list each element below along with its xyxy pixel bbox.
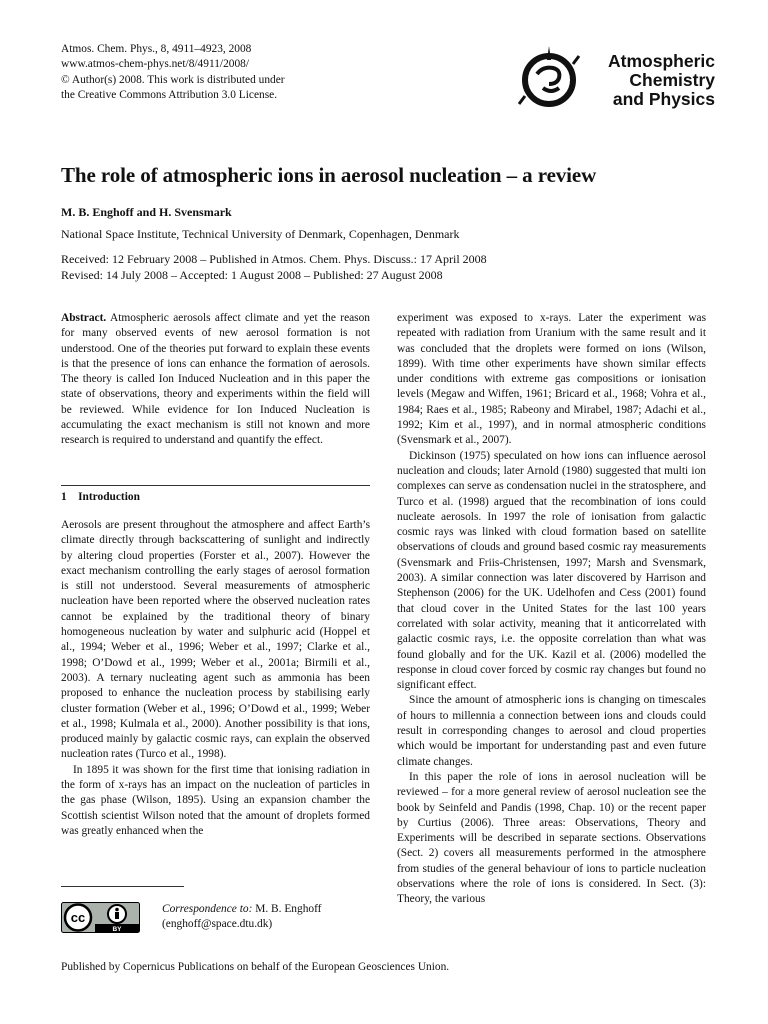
correspondence-name: M. B. Enghoff — [255, 903, 322, 915]
dates-revised: Revised: 14 July 2008 – Accepted: 1 August 2008 – Published: 27 August 2008 — [61, 268, 443, 282]
intro-paragraph-2: In 1895 it was shown for the first time that ionising radiation in the form of x-rays has an impact on the nucleation of particles in the gas phase (Wilson, 1895). Using an expansion chamber the Scottish scientist Wilson noted that the amount of droplets formed was greatly enhanced when the — [61, 763, 370, 837]
citation-license: the Creative Commons Attribution 3.0 License. — [61, 88, 278, 101]
author-affiliation: National Space Institute, Technical University of Denmark, Copenhagen, Denmark — [61, 227, 460, 241]
dates-received: Received: 12 February 2008 – Published in Atmos. Chem. Phys. Discuss.: 17 April 2008 — [61, 252, 487, 266]
paper-authors: M. B. Enghoff and H. Svensmark — [61, 205, 232, 219]
abstract-label: Abstract. — [61, 312, 107, 324]
correspondence-note — [162, 902, 321, 933]
citation-copyright: © Author(s) 2008. This work is distributed under — [61, 73, 285, 86]
cc-badge-text: cc — [70, 910, 86, 925]
journal-logo — [515, 40, 715, 122]
citation-volume: Atmos. Chem. Phys., 8, 4911–4923, 2008 — [61, 43, 252, 55]
citation-url[interactable]: www.atmos-chem-phys.net/8/4911/2008/ — [61, 58, 250, 71]
abstract-divider — [61, 485, 370, 486]
abstract-text: Atmospheric aerosols affect climate and yet the reason for many observed events of new aerosol formation is not understood. One of the theories put forward to explain these events is that the presence of ions can enhance the formation of aerosols. The theory is called Ion Induced Nucleation and in this paper the state of observations, theory and experiments within the field will be reviewed. While evidence for Ion Induced Nucleation is accumulating the exact mechanism is still not known and more research is required to understand and quantify the effect. — [61, 312, 371, 447]
abstract — [61, 311, 370, 449]
egu-logo-icon — [515, 44, 583, 112]
correspondence-email[interactable]: (enghoff@space.dtu.dk) — [162, 918, 273, 931]
left-column — [61, 311, 370, 839]
right-paragraph-1: experiment was exposed to x-rays. Later the experiment was repeated with radiation from Uranium with the same result and it was concluded that the droplets were formed on ions (Wilson, 1899). With time other experiments have shown similar effects under conditions with extreme gas compositions or ionisation levels (Megaw and Wiffen, 1961; Bricard et al., 1968; Vohra et al., 1984; Raes et al., 1985; Rabeony and Mirabel, 1987; Adachi et al., 1992; Kim et al., 1997), and in normal atmospheric conditions (Svensmark et al., 2007). — [397, 312, 706, 447]
publisher-footer: Published by Copernicus Publications on behalf of the European Geosciences Union. — [61, 961, 450, 973]
journal-name — [608, 52, 715, 109]
cc-by-icon — [61, 902, 140, 933]
correspondence-label: Correspondence to: — [162, 903, 253, 915]
footnote-divider — [61, 886, 184, 887]
right-paragraph-4: In this paper the role of ions in aerosol nucleation will be reviewed – for a more general review of aerosol nucleation see the book by Seinfeld and Pandis (1998, Chap. 10) or the recent paper by Curtius (2006). Three areas: Observations, Theory and Experiments will be described in separate sections. Observations (Sect. 2) covers all measurements performed in the atmosphere from studies of the general behaviour of ions to particle nucleation observations where the role of ions is considered. In Sect. (3): Theory, the various — [397, 770, 706, 906]
section-heading-introduction: 1 Introduction — [61, 490, 140, 503]
intro-paragraph-1: Aerosols are present throughout the atmosphere and affect Earth’s climate directly through backscattering of sunlight and indirectly by altering cloud properties (Forster et al., 2007). However the exact mechanism controlling the early stages of aerosol formation is still not understood. Several measurements of atmospheric nucleation have been reported where the observed nucleation rates cannot be explained by the traditional theory of binary homogeneous nucleation by water and sulphuric acid (Hoppel et al., 1994; Weber et al., 1996; Weber et al., 1997; Clarke et al., 1998; O’Dowd et al., 1999; Weber et al., 2001a; Birmili et al., 2003). A ternary nucleating agent such as ammonia has been proposed to enhance the nucleation process by stabilising early cluster formation (Weber et al., 1996; O’Dowd et al., 1999; Weber et al., 1998; Kulmala et al., 2000). Another possibility is that ions, produced mainly by galactic cosmic rays, can explain the observed nucleation rates (Turco et al., 1998). — [61, 518, 370, 761]
publication-dates — [61, 251, 487, 283]
right-column — [397, 311, 706, 908]
paper-title: The role of atmospheric ions in aerosol nucleation – a review — [61, 163, 597, 187]
journal-name-line1: Atmospheric — [608, 51, 715, 71]
by-badge-text: BY — [112, 926, 122, 933]
journal-name-line2: Chemistry — [629, 70, 715, 90]
cc-by-license-badge[interactable] — [61, 902, 140, 933]
right-paragraph-3: Since the amount of atmospheric ions is changing on timescales of hours to millennia a connection between ions and clouds could result in corresponding changes to aerosol and cloud properties which would be important for understanding past and even future climate changes. — [397, 694, 706, 768]
journal-name-line3: and Physics — [612, 89, 715, 109]
journal-citation — [61, 42, 285, 103]
right-paragraph-2: Dickinson (1975) speculated on how ions can influence aerosol nucleation and clouds; later Arnold (1980) suggested that multi ion complexes can serve as condensation nuclei in the stratosphere, and Turco et al. (1998) argued that the recombination of ions could nucleate aerosols. In 1997 the role of ionisation from galactic cosmic rays was linked with cloud formation based on satellite observations of clouds and ground based cosmic ray measurements (Svensmark and Friis-Christensen, 1997; Marsh and Svensmark, 2003). A similar connection was later discovered by Harrison and Stephenson (2006) for the UK. Udelhofen and Cess (2001) found that cloud cover in the United States for the last 100 years correlated with solar activity, meaning that it anticorrelated with galactic cosmic rays, i.e. the opposite correlation than what was found globally and for the UK. Kazil et al. (2006) modelled the response in cloud cover forced by cosmic ray changes but found no significant effect. — [397, 449, 706, 692]
